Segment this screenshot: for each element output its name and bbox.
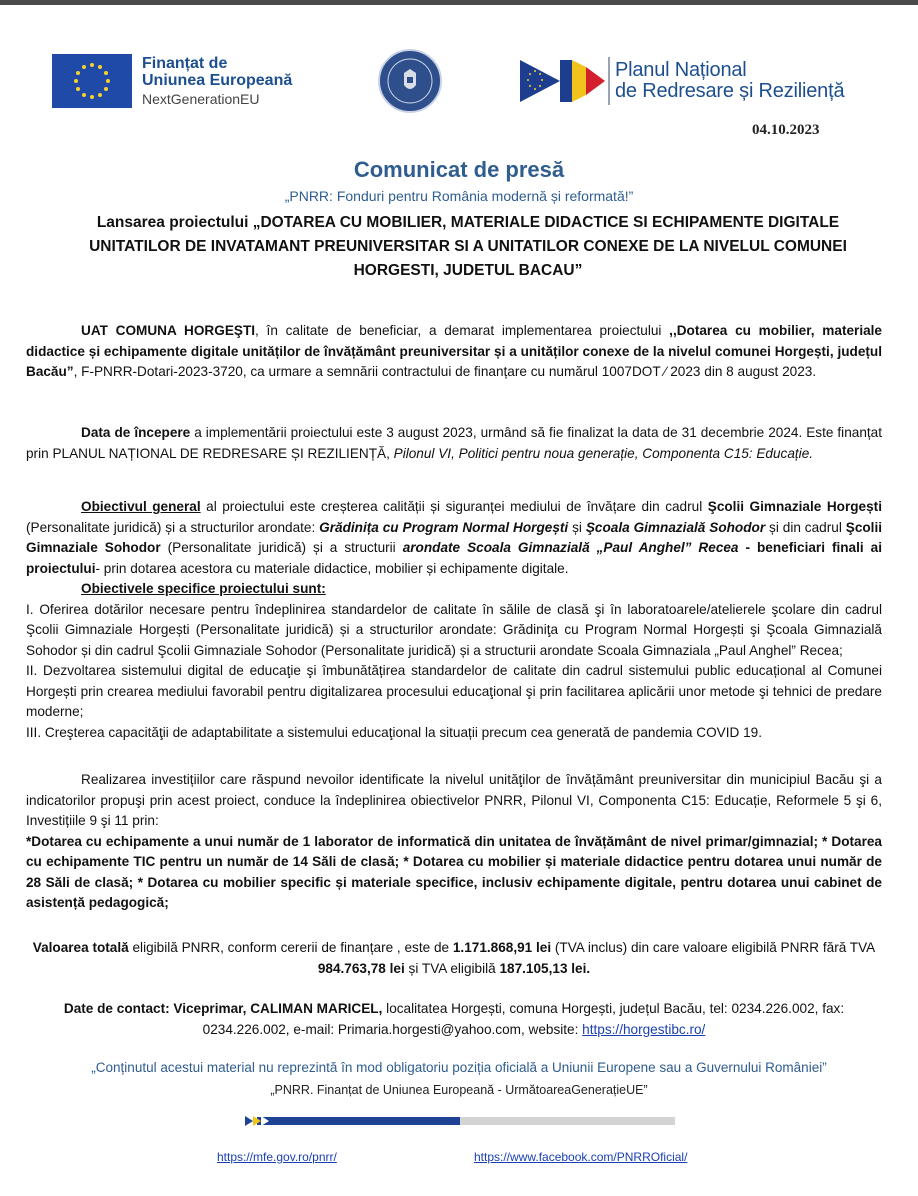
text: Şcolii Gimnaziale Sohodor: [26, 519, 883, 555]
press-release-date: 04.10.2023: [752, 122, 820, 138]
eu-logo-line3: NextGenerationEU: [142, 90, 260, 107]
text: , în calitate de beneficiar, a demarat implementarea proiectului: [255, 323, 670, 338]
decorative-progress-bar: [245, 1117, 675, 1125]
investments-intro: Realizarea investițiilor care răspund nevoilor identificate la nivelul unităţilor de învățământ preuniversitar din municipiul Bacău şi a indicatorilor propuşi prin acest proiect, conduce la îndeplinirea obiectivelor PNRR, Pilonul VI, Componenta C15: Educație, Reformele 5 şi 6, Investițiile 9 şi 11 prin:: [26, 772, 882, 828]
specific-objective-1: I. Oferirea dotărilor necesare pentru îndeplinirea standardelor de calitate în sălile de clasă şi în laboratoarele/atelierele şcolare din cadrul Şcolii Gimnaziale Horgești (Personalitate juridică) și a structurilor arondate: Grădiniţa cu Program Normal Horgești şi Şcoala Gimnazială Sohodor și din cadrul Şcolii Gimnaziale Sohodor (Personalitate juridică) și a structurii arondate Scoala Gimnaziala „Paul Anghel” Recea;: [26, 601, 882, 658]
specific-objectives-heading: Obiectivele specifice proiectului sunt:: [81, 581, 326, 596]
pnrr-logo-line2: de Redresare și Reziliență: [615, 80, 845, 102]
start-date-label: Data de începere: [81, 425, 191, 440]
eu-logo-line2: Uniunea Europeană: [142, 72, 293, 90]
paragraph-investments: [26, 770, 882, 914]
vat-value: 187.105,13 lei.: [499, 960, 591, 976]
text: al proiectului este creșterea calității și siguranței mediului de învățare din cadrul: [200, 499, 708, 514]
eu-funding-logo: [52, 54, 292, 108]
project-title: Lansarea proiectului „DOTAREA CU MOBILIER, MATERIALE DIDACTICE SI ECHIPAMENTE DIGITALE UNITATILOR DE INVATAMANT PREUNIVERSITAR SI A UNITATILOR CONEXE DE LA NIVELUL COMUNEI HORGESTI, JUDETUL BACAU”: [89, 214, 847, 279]
subtitle: „PNRR: Fonduri pentru România modernă și reformată!”: [284, 188, 634, 204]
paragraph-value: [26, 938, 882, 979]
beneficiary-name: UAT COMUNA HORGEŞTI: [81, 323, 256, 338]
mfe-link[interactable]: https://mfe.gov.ro/pnrr/: [217, 1150, 337, 1164]
text: și: [568, 519, 586, 535]
pnrr-logo: [520, 57, 844, 105]
pnrr-logo-divider: [608, 57, 610, 105]
text: - beneficiari finali ai proiectului: [26, 540, 882, 576]
text: Valoarea totală: [32, 940, 129, 955]
bar-blue-segment: [257, 1117, 460, 1125]
paragraph-dates: [26, 423, 882, 464]
pillar-text: Pilonul VI, Politici pentru noua generație, Componenta C15: Educație.: [393, 445, 814, 461]
disclaimer: „Conținutul acestui material nu reprezintă în mod obligatoriu poziția oficială a Uniunii Europene sau a Guvernului României”: [91, 1060, 827, 1075]
pnrr-logo-line1: Planul Național: [615, 59, 747, 81]
website-link[interactable]: https://horgestibc.ro/: [582, 1021, 706, 1037]
specific-objective-3: III. Creşterea capacităţii de adaptabilitate a sistemului educaţional la situații precum cea generată de pandemia COVID 19.: [26, 724, 762, 740]
paragraph-objectives: [26, 497, 882, 743]
eu-logo-line1: Finanțat de: [142, 54, 228, 72]
paragraph-beneficiary: [26, 321, 882, 383]
eu-flag-icon: [52, 54, 132, 108]
value-without-vat: 984.763,78 lei: [317, 960, 405, 976]
top-border: [0, 0, 918, 5]
total-value: 1.171.868,91 lei: [452, 940, 552, 955]
arrow-icon: [245, 1116, 271, 1126]
government-seal-icon: [378, 49, 442, 113]
investments-list: *Dotarea cu echipamente a unui număr de 1 laborator de informatică din unitatea de învățământ de nivel primar/gimnazial; * Dotarea cu echipamente TIC pentru un număr de 14 Săli de clasă; * Dotarea cu mobilier și materiale didactice pentru dotarea unui număr de 28 Săli de clasă; * Dotarea cu mobilier specific și materiale specifice, inclusiv echipamente digitale, pentru dotarea unui cabinet de asistență pedagogică;: [26, 833, 882, 910]
text: Şcolii Gimnaziale Horgești: [707, 499, 882, 514]
tagline: „PNRR. Finanțat de Uniunea Europeană - UrmătoareaGenerațieUE”: [270, 1083, 648, 1097]
text: și TVA eligibilă: [404, 960, 500, 976]
specific-objective-2: II. Dezvoltarea sistemului digital de educaţie şi îmbunătățirea standardelor de calitate din cadrul sistemului public educațional al Comunei Horgești prin crearea mediului favorabil pentru digitalizarea procesului educaţional şi prin facilitarea aplicării unor metode şi tehnici de predare moderne;: [26, 663, 882, 719]
facebook-link[interactable]: https://www.facebook.com/PNRROficial/: [474, 1150, 688, 1164]
pnrr-arrows-icon: [520, 58, 605, 104]
text: Grădinița cu Program Normal Horgești: [319, 519, 569, 535]
text: (TVA inclus) din care valoare eligibilă PNRR fără TVA: [551, 940, 876, 955]
text: eligibilă PNRR, conform cererii de finanțare , este de: [128, 940, 453, 955]
page-title: Comunicat de presă: [353, 157, 565, 182]
contact-details: localitatea Horgești, comuna Horgești, județul Bacău, tel: 0234.226.002, fax: 0234.226.002, e-mail: Primaria.horgesti@yahoo.com, website:: [202, 1001, 845, 1037]
text: Şcoala Gimnazială Sohodor: [585, 519, 766, 535]
text: (Personalitate juridică) și a structurilor arondate:: [26, 519, 320, 535]
contact-label: Date de contact: Viceprimar, CALIMAN MARICEL,: [63, 1001, 383, 1016]
general-objective-heading: Obiectivul general: [81, 499, 201, 514]
text: - prin dotarea acestora cu materiale didactice, mobilier și echipamente digitale.: [95, 560, 569, 576]
text: a implementării proiectului este 3 august 2023, urmând să fie finalizat la data de 31 decembrie 2024. Este finanțat prin PLANUL NAȚIONAL DE REDRESARE ȘI REZILIENȚĂ,: [26, 425, 883, 461]
text: și din cadrul: [765, 519, 846, 535]
text: arondate Scoala Gimnazială „Paul Anghel” Recea: [402, 540, 739, 555]
text: (Personalitate juridică) și a structurii: [160, 540, 403, 555]
text: , F-PNRR-Dotari-2023-3720, ca urmare a semnării contractului de finanțare cu numărul 1007DOT ⁄ 2023 din 8 august 2023.: [73, 364, 817, 379]
project-name: ,,Dotarea cu mobilier, materiale didactice și echipamente digitale unităților de învățământ preuniversitar și a unităților conexe de la nivelul comunei Horgești, județul Bacău”: [26, 323, 882, 379]
paragraph-contact: [26, 999, 882, 1040]
bar-grey-segment: [460, 1117, 675, 1125]
